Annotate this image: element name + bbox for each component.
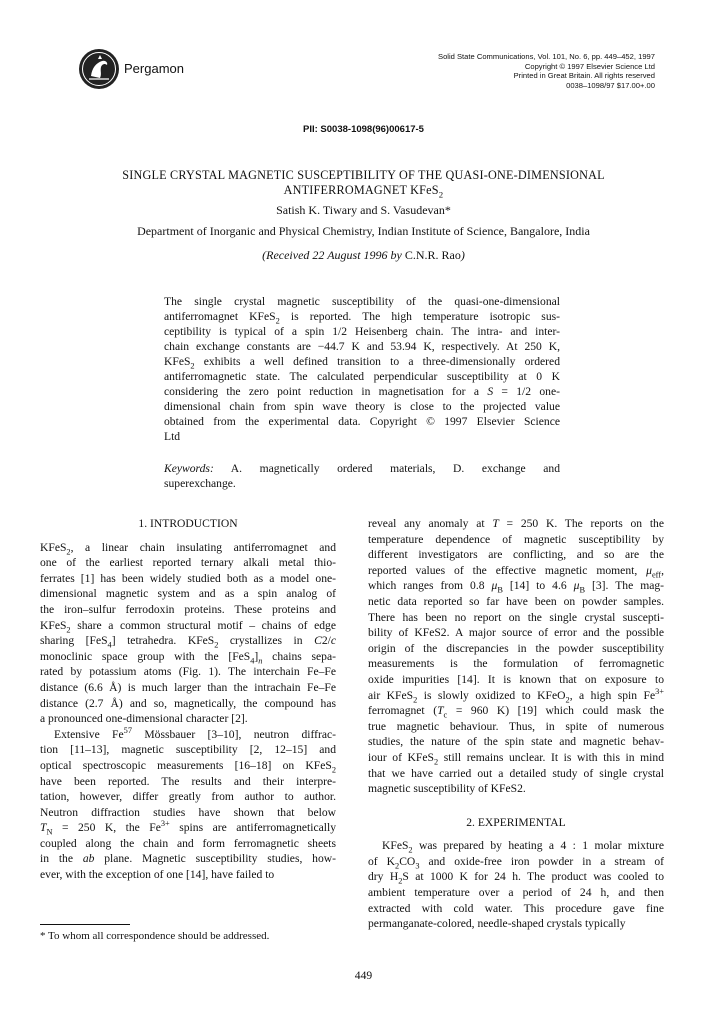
journal-line: 0038–1098/97 $17.00+.00	[566, 80, 655, 90]
left-column-line: coupled along the chain and form ferromagnetic sheets	[40, 836, 336, 850]
left-column-line: optical spectroscopic measurements [16–18] on KFeS$_2$	[40, 758, 336, 774]
title-line-1: SINGLE CRYSTAL MAGNETIC SUSCEPTIBILITY OF THE QUASI-ONE-DIMENSIONAL	[122, 168, 605, 182]
right-column-line: true magnetic behaviour. Thus, in spite of numerous	[368, 719, 664, 733]
keywords	[164, 461, 560, 491]
right-column-line: bility of KFeS2. A major source of error and the possible	[368, 626, 664, 640]
footnote: * To whom all correspondence should be addressed.	[40, 930, 270, 942]
footnote-rule	[40, 924, 130, 925]
right-column-line: iour of KFeS$_2$ still remains unclear. It is with this in mind	[368, 750, 664, 766]
abstract-line: The single crystal magnetic susceptibility of the quasi-one-dimensional	[164, 295, 560, 308]
page-number: 449	[354, 969, 373, 982]
left-column-line: distance (6.6 Å) is much larger than the intrachain Fe–Fe	[40, 680, 336, 694]
right-column-line: different investigators are conflicting, and so are the	[368, 548, 664, 562]
journal-citation	[438, 52, 655, 90]
right-column	[368, 516, 664, 932]
right-column-line: There has been no report on the single crystal suscepti-	[368, 610, 664, 624]
abstract-line: chain exchange constants are −44.7 K and 53.94 K, respectively. At 250 K,	[164, 340, 560, 353]
abstract-line: KFeS$_2$ exhibits a well defined transition to a three-dimensionally ordered	[164, 355, 560, 371]
section-heading-experimental: 2. EXPERIMENTAL	[466, 815, 566, 829]
right-column-line: ambient temperature over a period of 24 h, and then	[368, 886, 664, 900]
left-column-line: ever, with the exception of one [14], have failed to	[40, 868, 275, 882]
left-column-line: $T_N = 250$ K, the $Fe^{3+}$ spins are antiferromagnetically	[40, 820, 336, 836]
right-column-line: which ranges from 0.8 $\mu_B$ [14] to 4.6 $\mu_B$ [3]. The mag-	[368, 579, 664, 594]
left-column-line: Extensive Fe$^{57}$ Mössbauer [3–10], neutron diffrac-	[54, 726, 336, 741]
journal-line: Solid State Communications, Vol. 101, No. 6, pp. 449–452, 1997	[438, 52, 655, 61]
right-column-line: ferromagnet ($T_c = 960$ K) [19] which could mask the	[368, 704, 664, 719]
right-column-line: dry $H_2S$ at 1000 K for 24 h. The product was cooled to	[368, 870, 664, 886]
publisher-name: Pergamon	[124, 61, 184, 76]
left-column-line: monoclinic space group with the $[FeS_4]_n$ chains sepa-	[40, 649, 336, 665]
section-heading-introduction: 1. INTRODUCTION	[138, 517, 238, 530]
left-column-line: Neutron diffraction studies have shown that below	[40, 805, 336, 819]
right-column-line: of $K_2CO_3$ and oxide-free iron powder in a stream of	[368, 854, 664, 870]
right-column-line: permanganate-colored, needle-shaped crystals typically	[368, 917, 626, 931]
left-column-line: dimensional magnetic system and as a spin analog of	[40, 587, 336, 601]
right-column-line: reveal any anomaly at T = 250 K. The reports on the	[368, 517, 664, 530]
left-column-line: KFeS$_2$, a linear chain insulating antiferromagnet and	[40, 540, 336, 556]
right-column-line: that we have carried out a detailed study of single crystal	[368, 766, 664, 780]
pergamon-logo-icon	[78, 48, 120, 90]
abstract-line: antiferromagnet KFeS$_2$ is reported. The high temperature isotropic sus-	[164, 310, 560, 326]
pii-identifier: PII: S0038-1098(96)00617-5	[303, 124, 424, 135]
left-column-line: ferrates [1] has been widely studied both as a model one-	[40, 571, 336, 585]
abstract-line: dimensional chain from spin wave theory is close to the projected value	[164, 400, 560, 413]
right-column-line: air KFeS$_2$ is slowly oxidized to KFeO$_2$, a high spin $Fe^{3+}$	[368, 687, 664, 704]
journal-line: Printed in Great Britain. All rights reserved	[513, 71, 655, 81]
received-date: (Received 22 August 1996 by C.N.R. Rao)	[262, 248, 465, 262]
right-column-line: studies, the nature of the spin state and magnetic behav-	[368, 735, 664, 749]
right-column-line: magnetic susceptibility of KFeS2.	[368, 782, 526, 796]
left-column-line: a pronounced one-dimensional character [2].	[40, 712, 248, 726]
left-column-line: tation, however, differ greatly from author to author.	[40, 790, 336, 804]
author-list: Satish K. Tiwary and S. Vasudevan*	[276, 203, 451, 217]
right-column-line: KFeS$_2$ was prepared by heating a 4 : 1 molar mixture	[382, 839, 664, 854]
right-column-line: netic data reported so far have been on powder samples.	[368, 594, 664, 608]
abstract-line: considering the zero point reduction in magnetisation for a S = 1/2 one-	[164, 385, 560, 398]
left-column-line: one of the earliest reported ternary alkali metal thio-	[40, 556, 336, 570]
journal-line: Copyright © 1997 Elsevier Science Ltd	[524, 61, 655, 71]
left-column-line: sharing [FeS$_4$] tetrahedra. KFeS$_2$ crystallizes in C2/c	[40, 634, 336, 649]
abstract	[164, 294, 560, 444]
abstract-line: obtained from the experimental data. Copyright © 1997 Elsevier Science	[164, 415, 560, 428]
left-column-line: have been reported. The results and their interpre-	[40, 774, 336, 788]
keywords-line: Keywords: A. magnetically ordered materials, D. exchange and	[164, 462, 560, 475]
left-column-line: the iron–sulfur ferrodoxin proteins. These proteins and	[40, 602, 336, 616]
right-column-line: extracted with cold water. This procedure gave fine	[368, 901, 664, 915]
right-column-line: oxide impurities [14]. It is known that on exposure to	[368, 672, 664, 686]
left-column	[40, 516, 336, 883]
abstract-line: Ltd	[164, 430, 181, 443]
title-line-2: ANTIFERROMAGNET KFeS$_2$	[283, 183, 444, 200]
right-column-line: origin of the discrepancies in the powder susceptibility	[368, 641, 664, 655]
left-column-line: distance (2.7 Å) and so, magnetically, the compound has	[40, 696, 336, 710]
abstract-line: antiferromagnetic state. The calculated perpendicular susceptibility at 0 K	[164, 370, 560, 383]
right-column-line: temperature dependence of magnetic susceptibility by	[368, 532, 664, 546]
right-column-line: reported values of the effective magnetic moment, $\mu_{eff}$,	[368, 563, 664, 579]
left-column-line: rated by potassium atoms (Fig. 1). The interchain Fe–Fe	[40, 665, 336, 679]
keywords-line: superexchange.	[164, 477, 236, 490]
left-column-line: KFeS$_2$ share a common structural motif – chains of edge	[40, 618, 336, 634]
left-column-line: tion [11–13], magnetic susceptibility [2, 12–15] and	[40, 743, 336, 757]
right-column-line: measurements is the formulation of ferromagnetic	[368, 657, 664, 671]
abstract-line: ceptibility is typical of a spin 1/2 Heisenberg chain. The intra- and inter-	[164, 325, 560, 338]
affiliation: Department of Inorganic and Physical Chemistry, Indian Institute of Science, Bangalore, India	[137, 224, 590, 238]
paper-title	[40, 168, 687, 198]
left-column-line: in the ab plane. Magnetic susceptibility studies, how-	[40, 852, 336, 866]
